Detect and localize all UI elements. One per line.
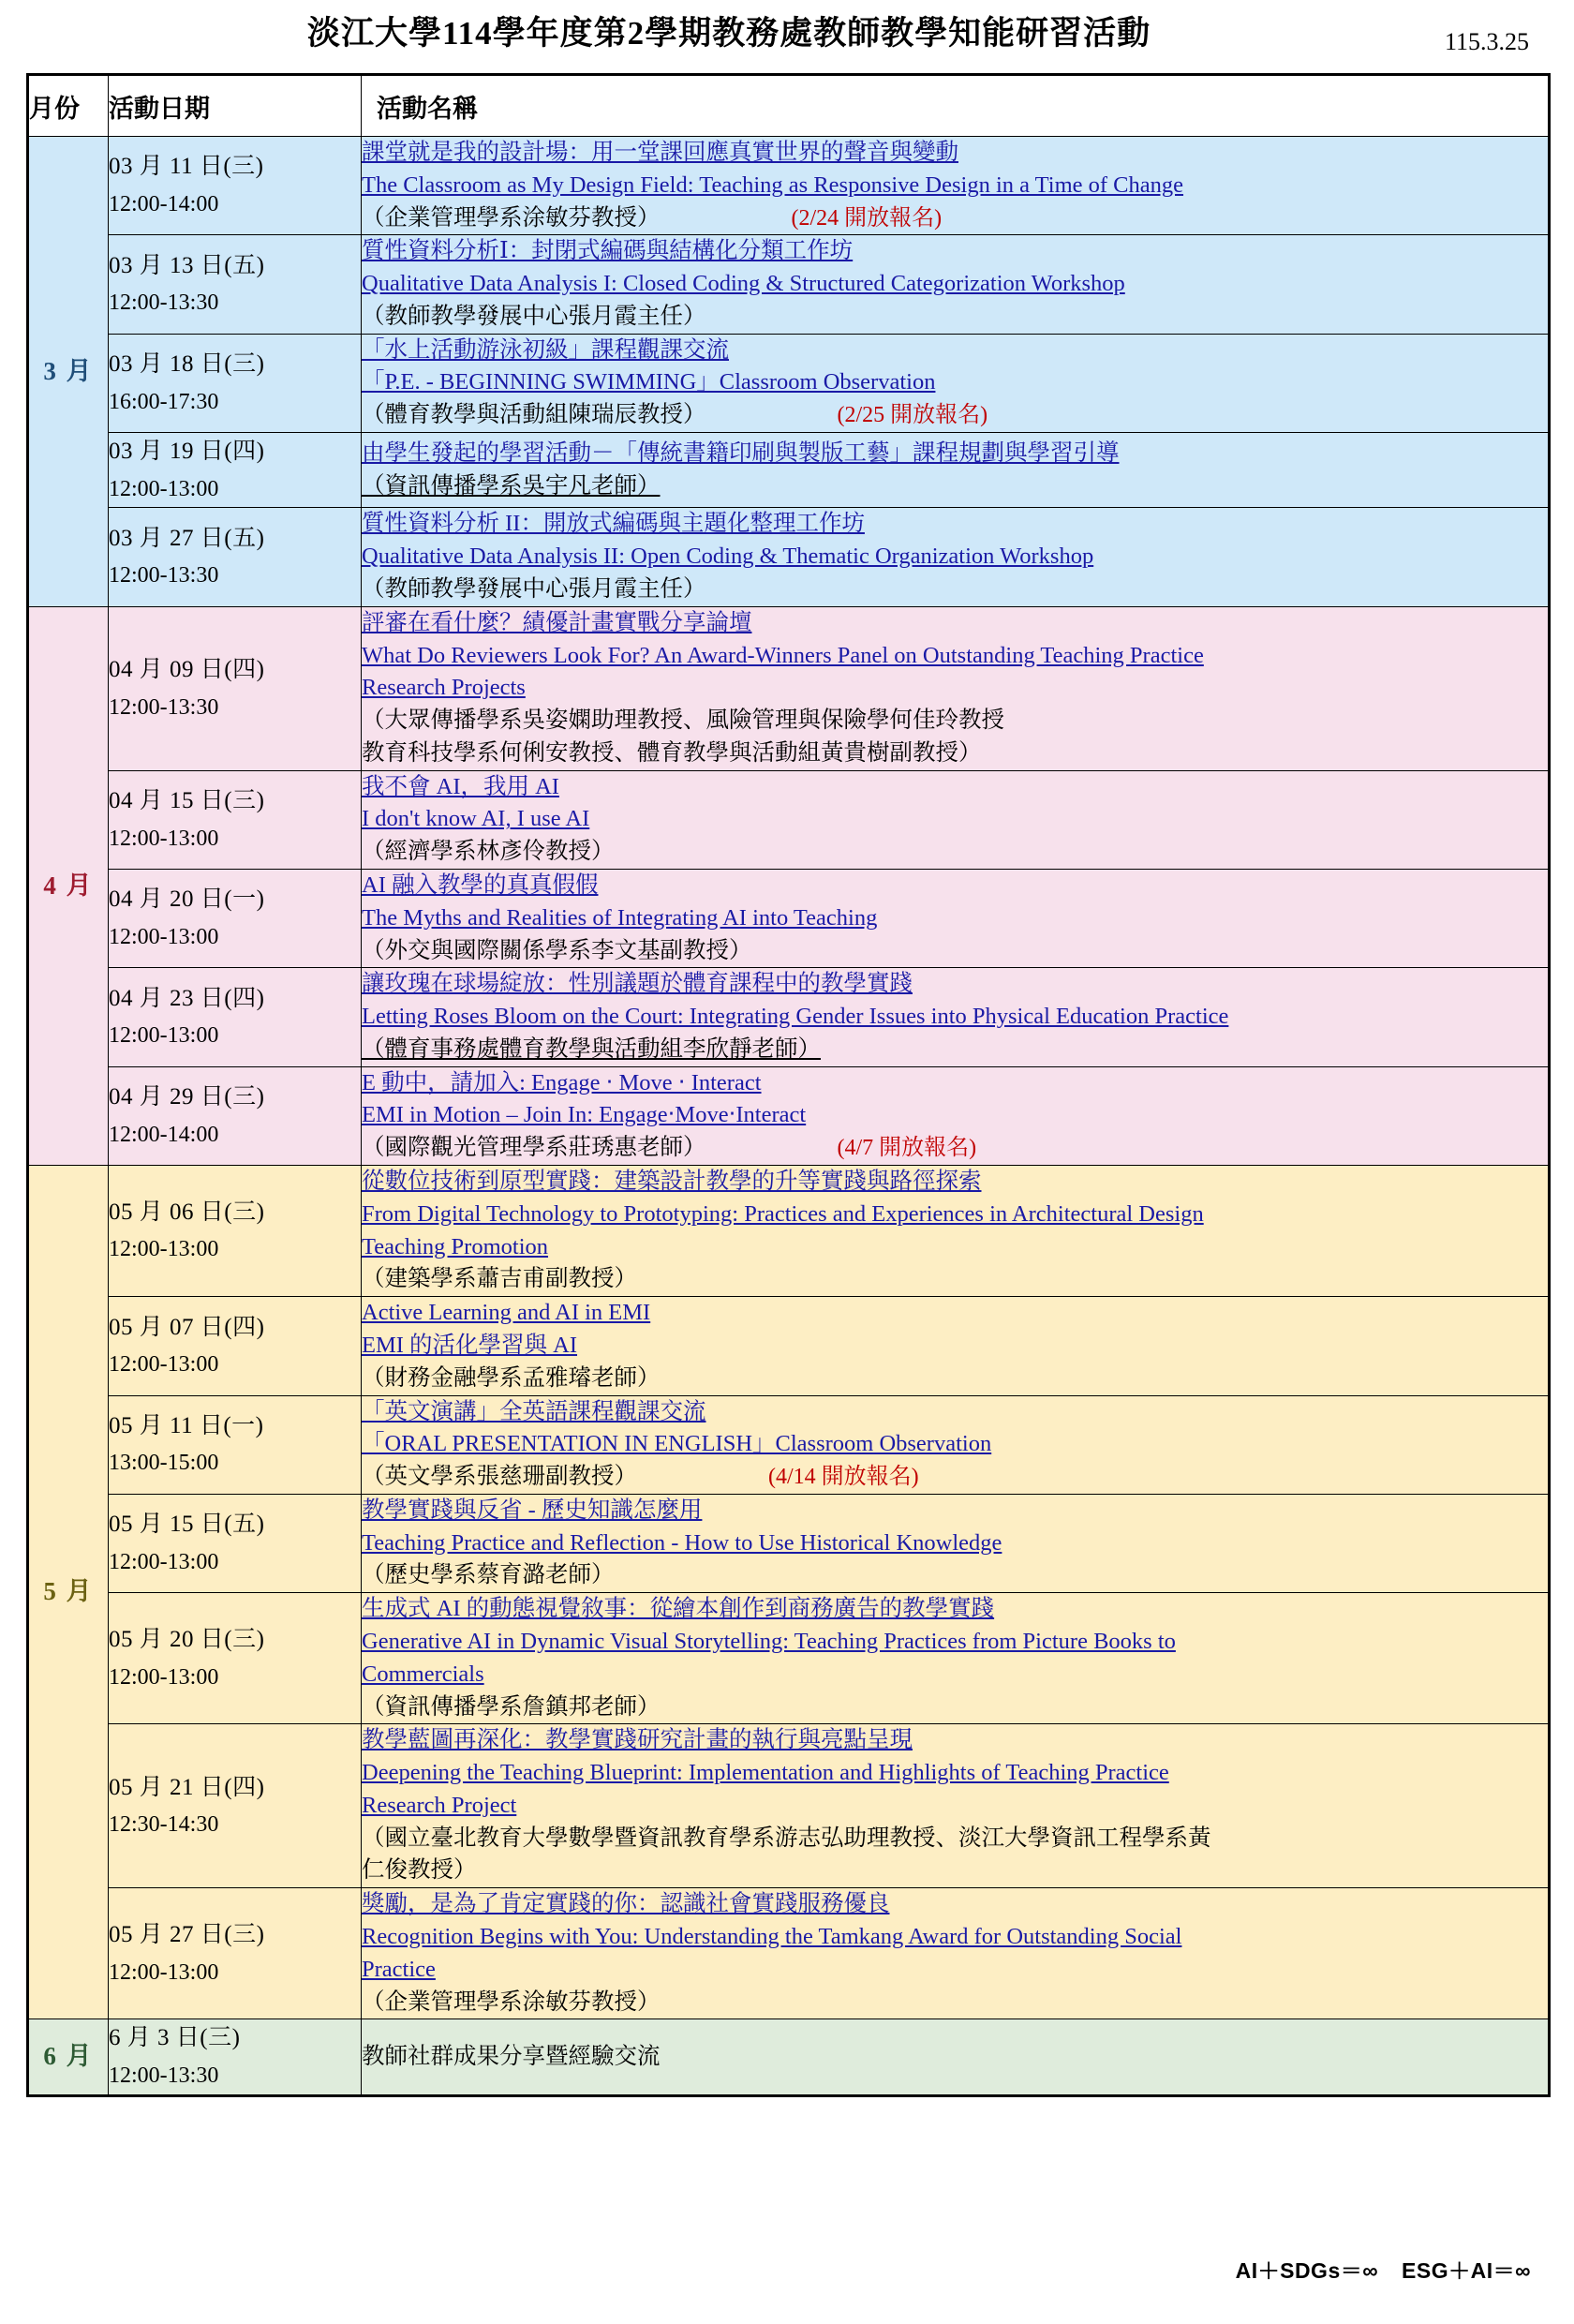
activity-title-en: Letting Roses Bloom on the Court: Integrating Gender Issues into Physical Education Practice xyxy=(362,1004,1229,1030)
date-time: 12:00-13:00 xyxy=(109,1664,219,1690)
registration-note: (2/25 開放報名) xyxy=(837,403,988,428)
date-time: 12:00-13:00 xyxy=(109,1352,219,1378)
date-day: 04 月 15 日(三) xyxy=(109,788,265,814)
activity-date xyxy=(109,433,362,508)
activity-date xyxy=(109,1724,362,1888)
date-day: 05 月 15 日(五) xyxy=(109,1512,265,1538)
schedule-table xyxy=(26,73,1551,2097)
activity-title-zh: 「英文演講」全英語課程觀課交流 xyxy=(362,1398,706,1424)
date-day: 04 月 20 日(一) xyxy=(109,886,265,913)
table-row xyxy=(28,1066,1550,1165)
month-label-may xyxy=(28,1166,109,2019)
activity-date xyxy=(109,1395,362,1494)
activity-speaker: （大眾傳播學系吳姿嫻助理教授、風險管理與保險學何佳玲教授 xyxy=(362,708,1004,734)
date-time: 12:00-13:30 xyxy=(109,694,219,720)
activity-title-zh: 我不會 AI，我用 AI xyxy=(362,773,559,799)
activity-speaker-cont: 教育科技學系何俐安教授、體育教學與活動組黃貴樹副教授） xyxy=(362,739,982,766)
date-day: 03 月 27 日(五) xyxy=(109,525,265,551)
activity-date xyxy=(109,235,362,334)
date-time: 12:00-14:00 xyxy=(109,191,219,216)
activity-title-en: Qualitative Data Analysis II: Open Coding & Thematic Organization Workshop xyxy=(362,544,1094,570)
activity-date xyxy=(109,1494,362,1592)
table-row xyxy=(28,1395,1550,1494)
date-day: 05 月 06 日(三) xyxy=(109,1199,265,1225)
activity-title-zh: 評審在看什麼？績優計畫實戰分享論壇 xyxy=(362,609,752,635)
activity-date xyxy=(109,968,362,1066)
activity-speaker-line xyxy=(362,399,1548,432)
activity-name xyxy=(362,1066,1550,1165)
activity-name xyxy=(362,770,1550,869)
activity-speaker: （英文學系張慈珊副教授） xyxy=(362,1464,637,1490)
activity-date xyxy=(109,1066,362,1165)
activity-name xyxy=(362,870,1550,968)
table-row xyxy=(28,1724,1550,1888)
table-row xyxy=(28,770,1550,869)
date-day: 05 月 27 日(三) xyxy=(109,1922,265,1948)
table-row xyxy=(28,433,1550,508)
activity-name xyxy=(362,1494,1550,1592)
table-row xyxy=(28,870,1550,968)
activity-date xyxy=(109,137,362,235)
date-time: 12:00-13:00 xyxy=(109,476,219,501)
date-day: 05 月 21 日(四) xyxy=(109,1774,265,1800)
activity-name xyxy=(362,137,1550,235)
activity-name xyxy=(362,606,1550,770)
date-time: 12:00-13:00 xyxy=(109,924,219,949)
activity-speaker: （企業管理學系涂敏芬教授） xyxy=(362,1989,661,2015)
activity-name xyxy=(362,968,1550,1066)
registration-note: (2/24 開放報名) xyxy=(791,205,943,231)
activity-name xyxy=(362,1395,1550,1494)
activity-name xyxy=(362,1297,1550,1395)
date-time: 12:00-13:00 xyxy=(109,1959,219,1985)
activity-date xyxy=(109,606,362,770)
month-label-june: 6 月 xyxy=(28,2019,109,2095)
activity-date xyxy=(109,1593,362,1724)
activity-speaker: （教師教學發展中心張月霞主任） xyxy=(362,575,706,602)
activity-speaker: （建築學系蕭吉甫副教授） xyxy=(362,1266,637,1292)
activity-title-en-cont: Research Project xyxy=(362,1792,517,1818)
activity-title-zh: 「水上活動游泳初級」課程觀課交流 xyxy=(362,336,729,363)
activity-title-en: What Do Reviewers Look For? An Award-Winners Panel on Outstanding Teaching Practice xyxy=(362,642,1204,668)
activity-name xyxy=(362,508,1550,606)
month-label-may-number: 5 xyxy=(43,1577,58,1606)
table-row xyxy=(28,334,1550,432)
activity-date xyxy=(109,770,362,869)
date-time: 12:00-13:00 xyxy=(109,826,219,851)
activity-title-en-cont: Teaching Promotion xyxy=(362,1233,549,1259)
date-time: 12:00-13:00 xyxy=(109,1549,219,1574)
activity-title-zh: 教學實踐與反省 - 歷史知識怎麼用 xyxy=(362,1497,703,1523)
date-time: 12:00-14:00 xyxy=(109,1122,219,1147)
activity-title-zh: 質性資料分析 II：開放式編碼與主題化整理工作坊 xyxy=(362,511,865,537)
activity-title-en: The Classroom as My Design Field: Teaching as Responsive Design in a Time of Change xyxy=(362,171,1184,198)
activity-title-zh: 獎勵，是為了肯定實踐的你：認識社會實踐服務優良 xyxy=(362,1891,890,1917)
table-row xyxy=(28,1888,1550,2019)
activity-title-zh: 質性資料分析Ⅰ：封閉式編碼與結構化分類工作坊 xyxy=(362,238,854,264)
table-row xyxy=(28,235,1550,334)
activity-name xyxy=(362,1724,1550,1888)
activity-date xyxy=(109,1888,362,2019)
date-day: 04 月 09 日(四) xyxy=(109,657,265,683)
date-day: 04 月 29 日(三) xyxy=(109,1084,265,1110)
table-row xyxy=(28,968,1550,1066)
activity-title-zh: EMI 的活化學習與 AI xyxy=(362,1332,578,1358)
date-day: 6 月 3 日(三) xyxy=(109,2025,241,2051)
table-row xyxy=(28,1593,1550,1724)
activity-speaker: （企業管理學系涂敏芬教授） xyxy=(362,204,661,231)
activity-speaker-line xyxy=(362,1461,1548,1494)
activity-title-en: The Myths and Realities of Integrating AI into Teaching xyxy=(362,904,878,931)
activity-speaker: （外交與國際關係學系李文基副教授） xyxy=(362,937,752,963)
activity-speaker: （國立臺北教育大學數學暨資訊教育學系游志弘助理教授、淡江大學資訊工程學系黃 xyxy=(362,1825,1211,1851)
activity-speaker-line xyxy=(362,202,1548,235)
page-header xyxy=(26,0,1548,73)
date-time: 13:00-15:00 xyxy=(109,1451,219,1476)
activity-title-en-cont: Practice xyxy=(362,1956,436,1982)
activity-date xyxy=(109,870,362,968)
table-row xyxy=(28,137,1550,235)
table-row xyxy=(28,1297,1550,1395)
activity-title-en: I don't know AI, I use AI xyxy=(362,806,590,832)
activity-title-zh: AI 融入教學的真真假假 xyxy=(362,872,599,898)
table-row xyxy=(28,508,1550,606)
date-day: 03 月 13 日(五) xyxy=(109,252,265,278)
activity-title-zh: 由學生發起的學習活動－「傳統書籍印刷與製版工藝」課程規劃與學習引導 xyxy=(362,439,1120,466)
activity-title-en: Qualitative Data Analysis I: Closed Coding & Structured Categorization Workshop xyxy=(362,271,1125,297)
registration-note: (4/7 開放報名) xyxy=(837,1136,977,1161)
date-time: 12:30-14:30 xyxy=(109,1812,219,1838)
slogan-ai-sdgs: AI＋SDGs＝∞ xyxy=(1235,2258,1379,2283)
table-header-row xyxy=(28,75,1550,137)
activity-name xyxy=(362,334,1550,432)
activity-title-zh: 從數位技術到原型實踐：建築設計教學的升等實踐與路徑探索 xyxy=(362,1169,982,1195)
date-day: 04 月 23 日(四) xyxy=(109,985,265,1011)
date-day: 03 月 18 日(三) xyxy=(109,351,265,378)
activity-title-en: 「ORAL PRESENTATION IN ENGLISH」Classroom Observation xyxy=(362,1431,992,1457)
date-day: 03 月 19 日(四) xyxy=(109,439,265,465)
activity-date xyxy=(109,1166,362,1297)
activity-title-zh: 課堂就是我的設計場：用一堂課回應真實世界的聲音與變動 xyxy=(362,140,958,165)
activity-title-en: Teaching Practice and Reflection - How to Use Historical Knowledge xyxy=(362,1529,1002,1556)
activity-speaker: （財務金融學系孟雅璿老師） xyxy=(362,1364,661,1391)
activity-title-en-cont: Research Projects xyxy=(362,675,526,701)
activity-speaker: （資訊傳播學系吳宇凡老師） xyxy=(362,472,661,499)
activity-date xyxy=(109,508,362,606)
date-time: 12:00-13:30 xyxy=(109,563,219,588)
month-label-may-char: 月 xyxy=(66,1577,94,1606)
activity-name xyxy=(362,433,1550,508)
date-time: 12:00-13:00 xyxy=(109,1237,219,1262)
activity-title-en: From Digital Technology to Prototyping: Practices and Experiences in Architectural Design xyxy=(362,1200,1204,1227)
activity-title-plain: 教師社群成果分享暨經驗交流 xyxy=(362,2043,661,2069)
table-row xyxy=(28,1494,1550,1592)
activity-title-en: Deepening the Teaching Blueprint: Implementation and Highlights of Teaching Practice xyxy=(362,1760,1169,1786)
table-row xyxy=(28,1166,1550,1297)
month-label-march: 3 月 xyxy=(28,137,109,607)
activity-title-en-cont: Commercials xyxy=(362,1661,484,1687)
slogan-esg-ai: ESG＋AI＝∞ xyxy=(1402,2258,1531,2283)
activity-speaker: （體育事務處體育教學與活動組李欣靜老師） xyxy=(362,1035,821,1062)
column-header-date: 活動日期 xyxy=(109,75,362,137)
date-time: 12:00-13:30 xyxy=(109,290,219,316)
activity-name xyxy=(362,235,1550,334)
activity-speaker: （經濟學系林彥伶教授） xyxy=(362,839,615,865)
activity-speaker-cont: 仁俊教授） xyxy=(362,1857,477,1884)
activity-speaker-line xyxy=(362,1132,1548,1165)
activity-date xyxy=(109,2019,362,2095)
date-time: 12:00-13:00 xyxy=(109,1023,219,1049)
activity-name xyxy=(362,1166,1550,1297)
page-title: 淡江大學114學年度第2學期教務處教師教學知能研習活動 xyxy=(307,15,1151,52)
column-header-month: 月份 xyxy=(28,75,109,137)
date-time: 16:00-17:30 xyxy=(109,389,219,414)
activity-name xyxy=(362,1888,1550,2019)
date-day: 05 月 20 日(三) xyxy=(109,1627,265,1653)
activity-title-zh: E 動中，請加入: Engage ‧ Move ‧ Interact xyxy=(362,1069,762,1095)
registration-note: (4/14 開放報名) xyxy=(768,1465,919,1490)
activity-title-zh: 生成式 AI 的動態視覺敘事：從繪本創作到商務廣告的教學實踐 xyxy=(362,1596,995,1622)
activity-title-en: Active Learning and AI in EMI xyxy=(362,1300,651,1326)
activity-title-en: 「P.E. - BEGINNING SWIMMING」Classroom Observation xyxy=(362,369,936,395)
date-time: 12:00-13:30 xyxy=(109,2063,219,2088)
activity-title-en: EMI in Motion – Join In: Engage‧Move‧Interact xyxy=(362,1102,807,1128)
date-day: 05 月 11 日(一) xyxy=(109,1412,264,1438)
column-header-name: 活動名稱 xyxy=(362,75,1550,137)
activity-speaker: （教師教學發展中心張月霞主任） xyxy=(362,303,706,329)
activity-date xyxy=(109,334,362,432)
activity-name xyxy=(362,2019,1550,2095)
table-row xyxy=(28,606,1550,770)
activity-title-en: Generative AI in Dynamic Visual Storytelling: Teaching Practices from Picture Books to xyxy=(362,1628,1176,1654)
activity-speaker: （歷史學系蔡育潞老師） xyxy=(362,1562,615,1588)
table-row xyxy=(28,2019,1550,2095)
footer-slogans xyxy=(1219,2254,1531,2285)
activity-name xyxy=(362,1593,1550,1724)
month-label-april: 4 月 xyxy=(28,606,109,1165)
activity-date xyxy=(109,1297,362,1395)
date-day: 05 月 07 日(四) xyxy=(109,1314,265,1340)
document-date: 115.3.25 xyxy=(1444,28,1529,55)
date-day: 03 月 11 日(三) xyxy=(109,154,264,180)
activity-title-zh: 教學藍圖再深化：教學實踐研究計畫的執行與亮點呈現 xyxy=(362,1727,913,1753)
activity-title-en: Recognition Begins with You: Understanding the Tamkang Award for Outstanding Social xyxy=(362,1924,1182,1949)
activity-speaker: （體育教學與活動組陳瑞辰教授） xyxy=(362,402,706,428)
activity-title-zh: 讓玫瑰在球場綻放：性別議題於體育課程中的教學實踐 xyxy=(362,971,913,997)
activity-speaker: （國際觀光管理學系莊琇惠老師） xyxy=(362,1135,706,1161)
activity-speaker: （資訊傳播學系詹鎮邦老師） xyxy=(362,1693,661,1720)
